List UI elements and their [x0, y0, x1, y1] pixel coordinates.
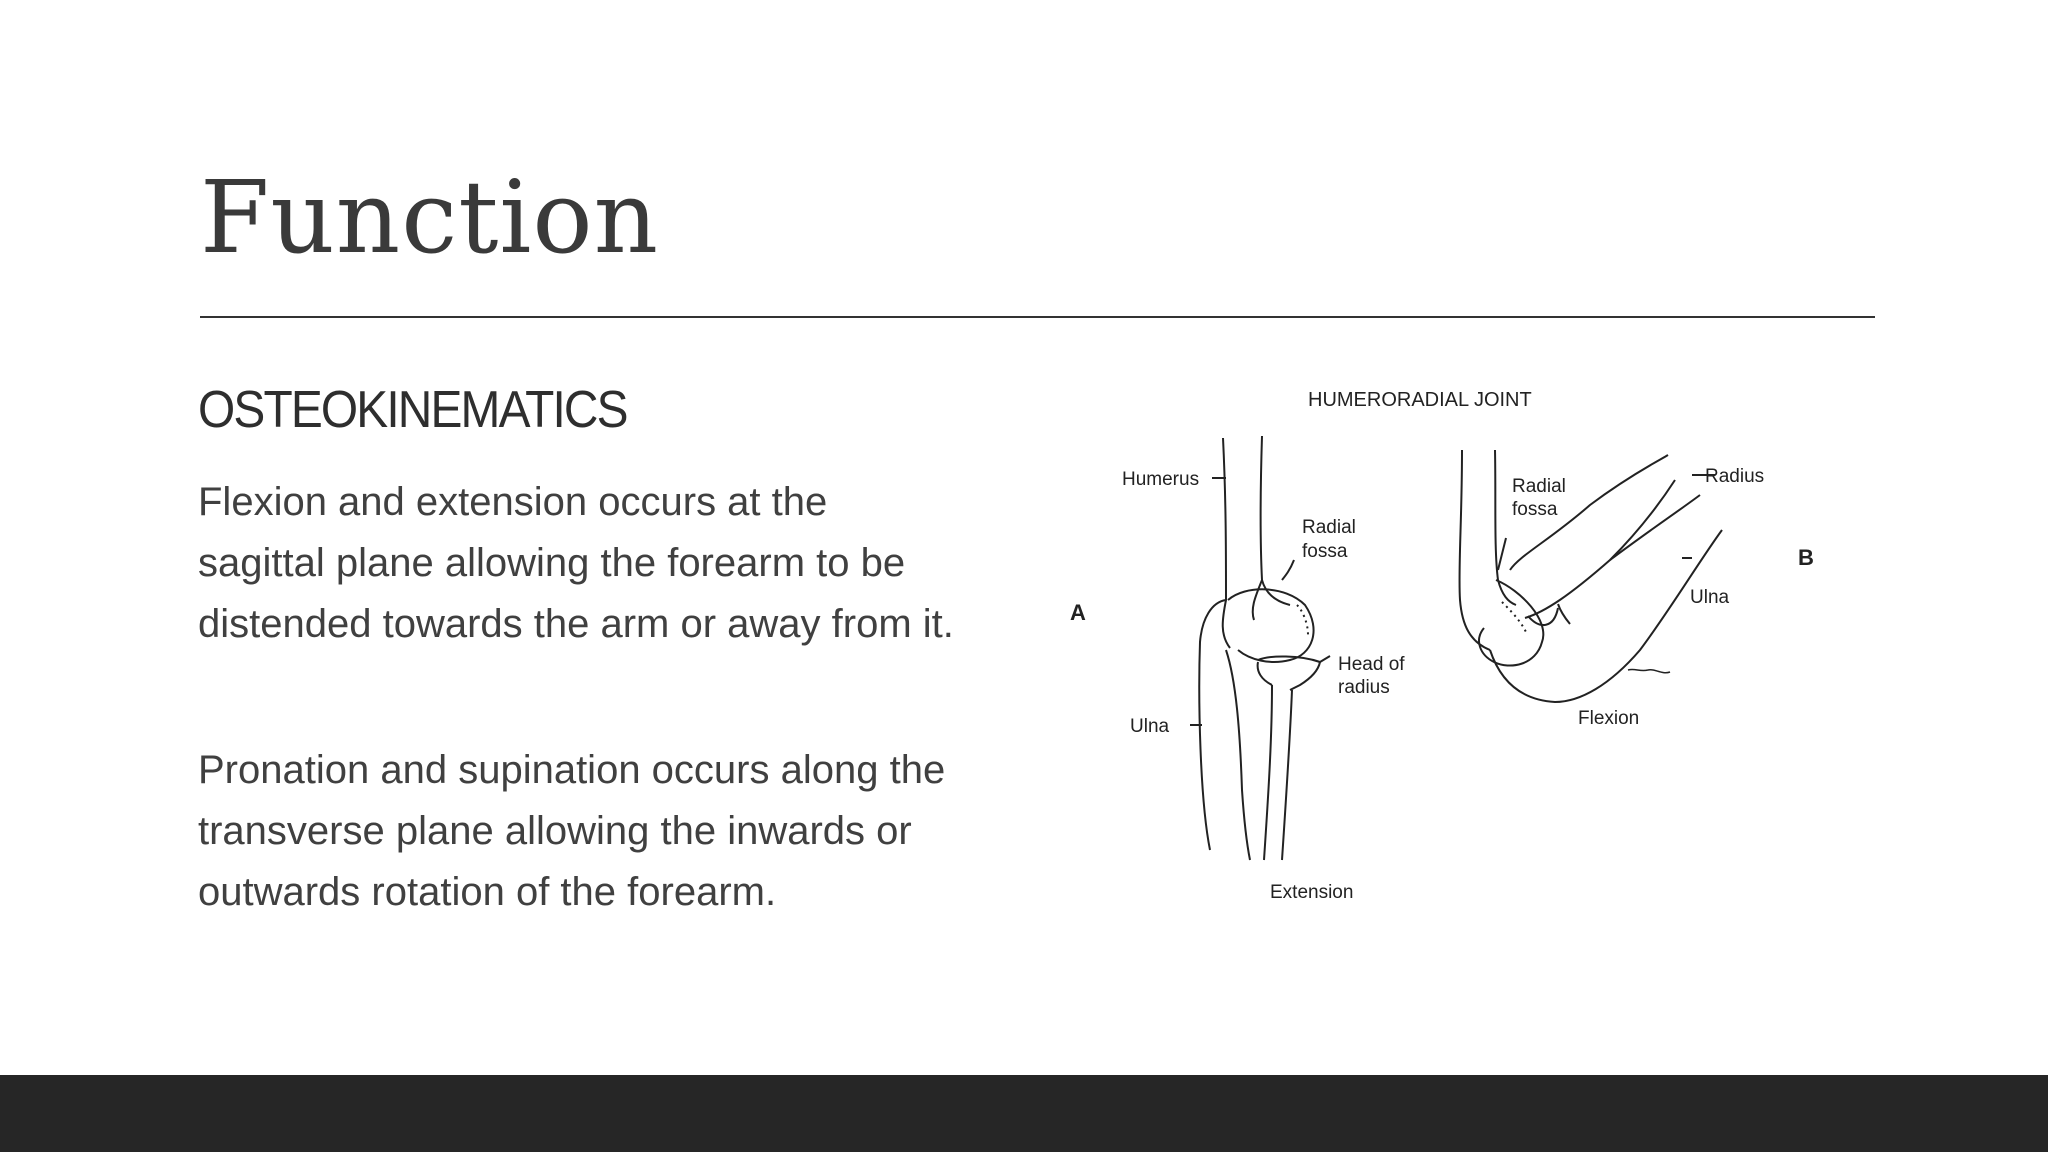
label-radial-fossa-a-line2: fossa: [1302, 541, 1348, 562]
humerus-shaft-a: [1223, 438, 1230, 648]
humeroradial-joint-figure: [1050, 380, 1840, 920]
humeral-condyle-b: [1479, 580, 1543, 666]
label-extension: Extension: [1270, 882, 1354, 903]
label-ulna-b: Ulna: [1690, 587, 1730, 608]
label-humerus: Humerus: [1122, 469, 1200, 490]
label-radius: Radius: [1705, 466, 1765, 487]
humerus-shaft-b: [1459, 450, 1490, 650]
elbow-diagram: [1050, 380, 1840, 920]
label-radial-fossa-b-line2: fossa: [1512, 499, 1558, 520]
footer-bar: [0, 1075, 2048, 1152]
paragraph-flexion-extension: Flexion and extension occurs at the sagittal plane allowing the forearm to be distended towards the arm or away from it.: [198, 480, 954, 646]
paragraph-pronation-supination: Pronation and supination occurs along the transverse plane allowing the inwards or outwards rotation of the forearm.: [198, 748, 946, 914]
label-radial-fossa-b-line1: Radial: [1512, 476, 1566, 497]
slide-title: Function: [200, 159, 659, 276]
label-ulna-a: Ulna: [1130, 716, 1170, 737]
section-heading: OSTEOKINEMATICS: [198, 381, 627, 439]
label-head-of-radius-line2: radius: [1338, 677, 1390, 698]
panel-a-label: A: [1070, 600, 1086, 625]
title-divider: [200, 316, 1875, 318]
label-flexion: Flexion: [1578, 708, 1640, 729]
label-head-of-radius-line1: Head of: [1338, 654, 1405, 675]
figure-title: HUMERORADIAL JOINT: [1308, 389, 1532, 411]
panel-b-label: B: [1798, 545, 1814, 570]
radius-shaft-a: [1264, 685, 1272, 860]
ulna-shaft-a: [1199, 600, 1226, 850]
label-radial-fossa-a-line1: Radial: [1302, 517, 1356, 538]
humeral-trochlea-a: [1228, 589, 1314, 662]
